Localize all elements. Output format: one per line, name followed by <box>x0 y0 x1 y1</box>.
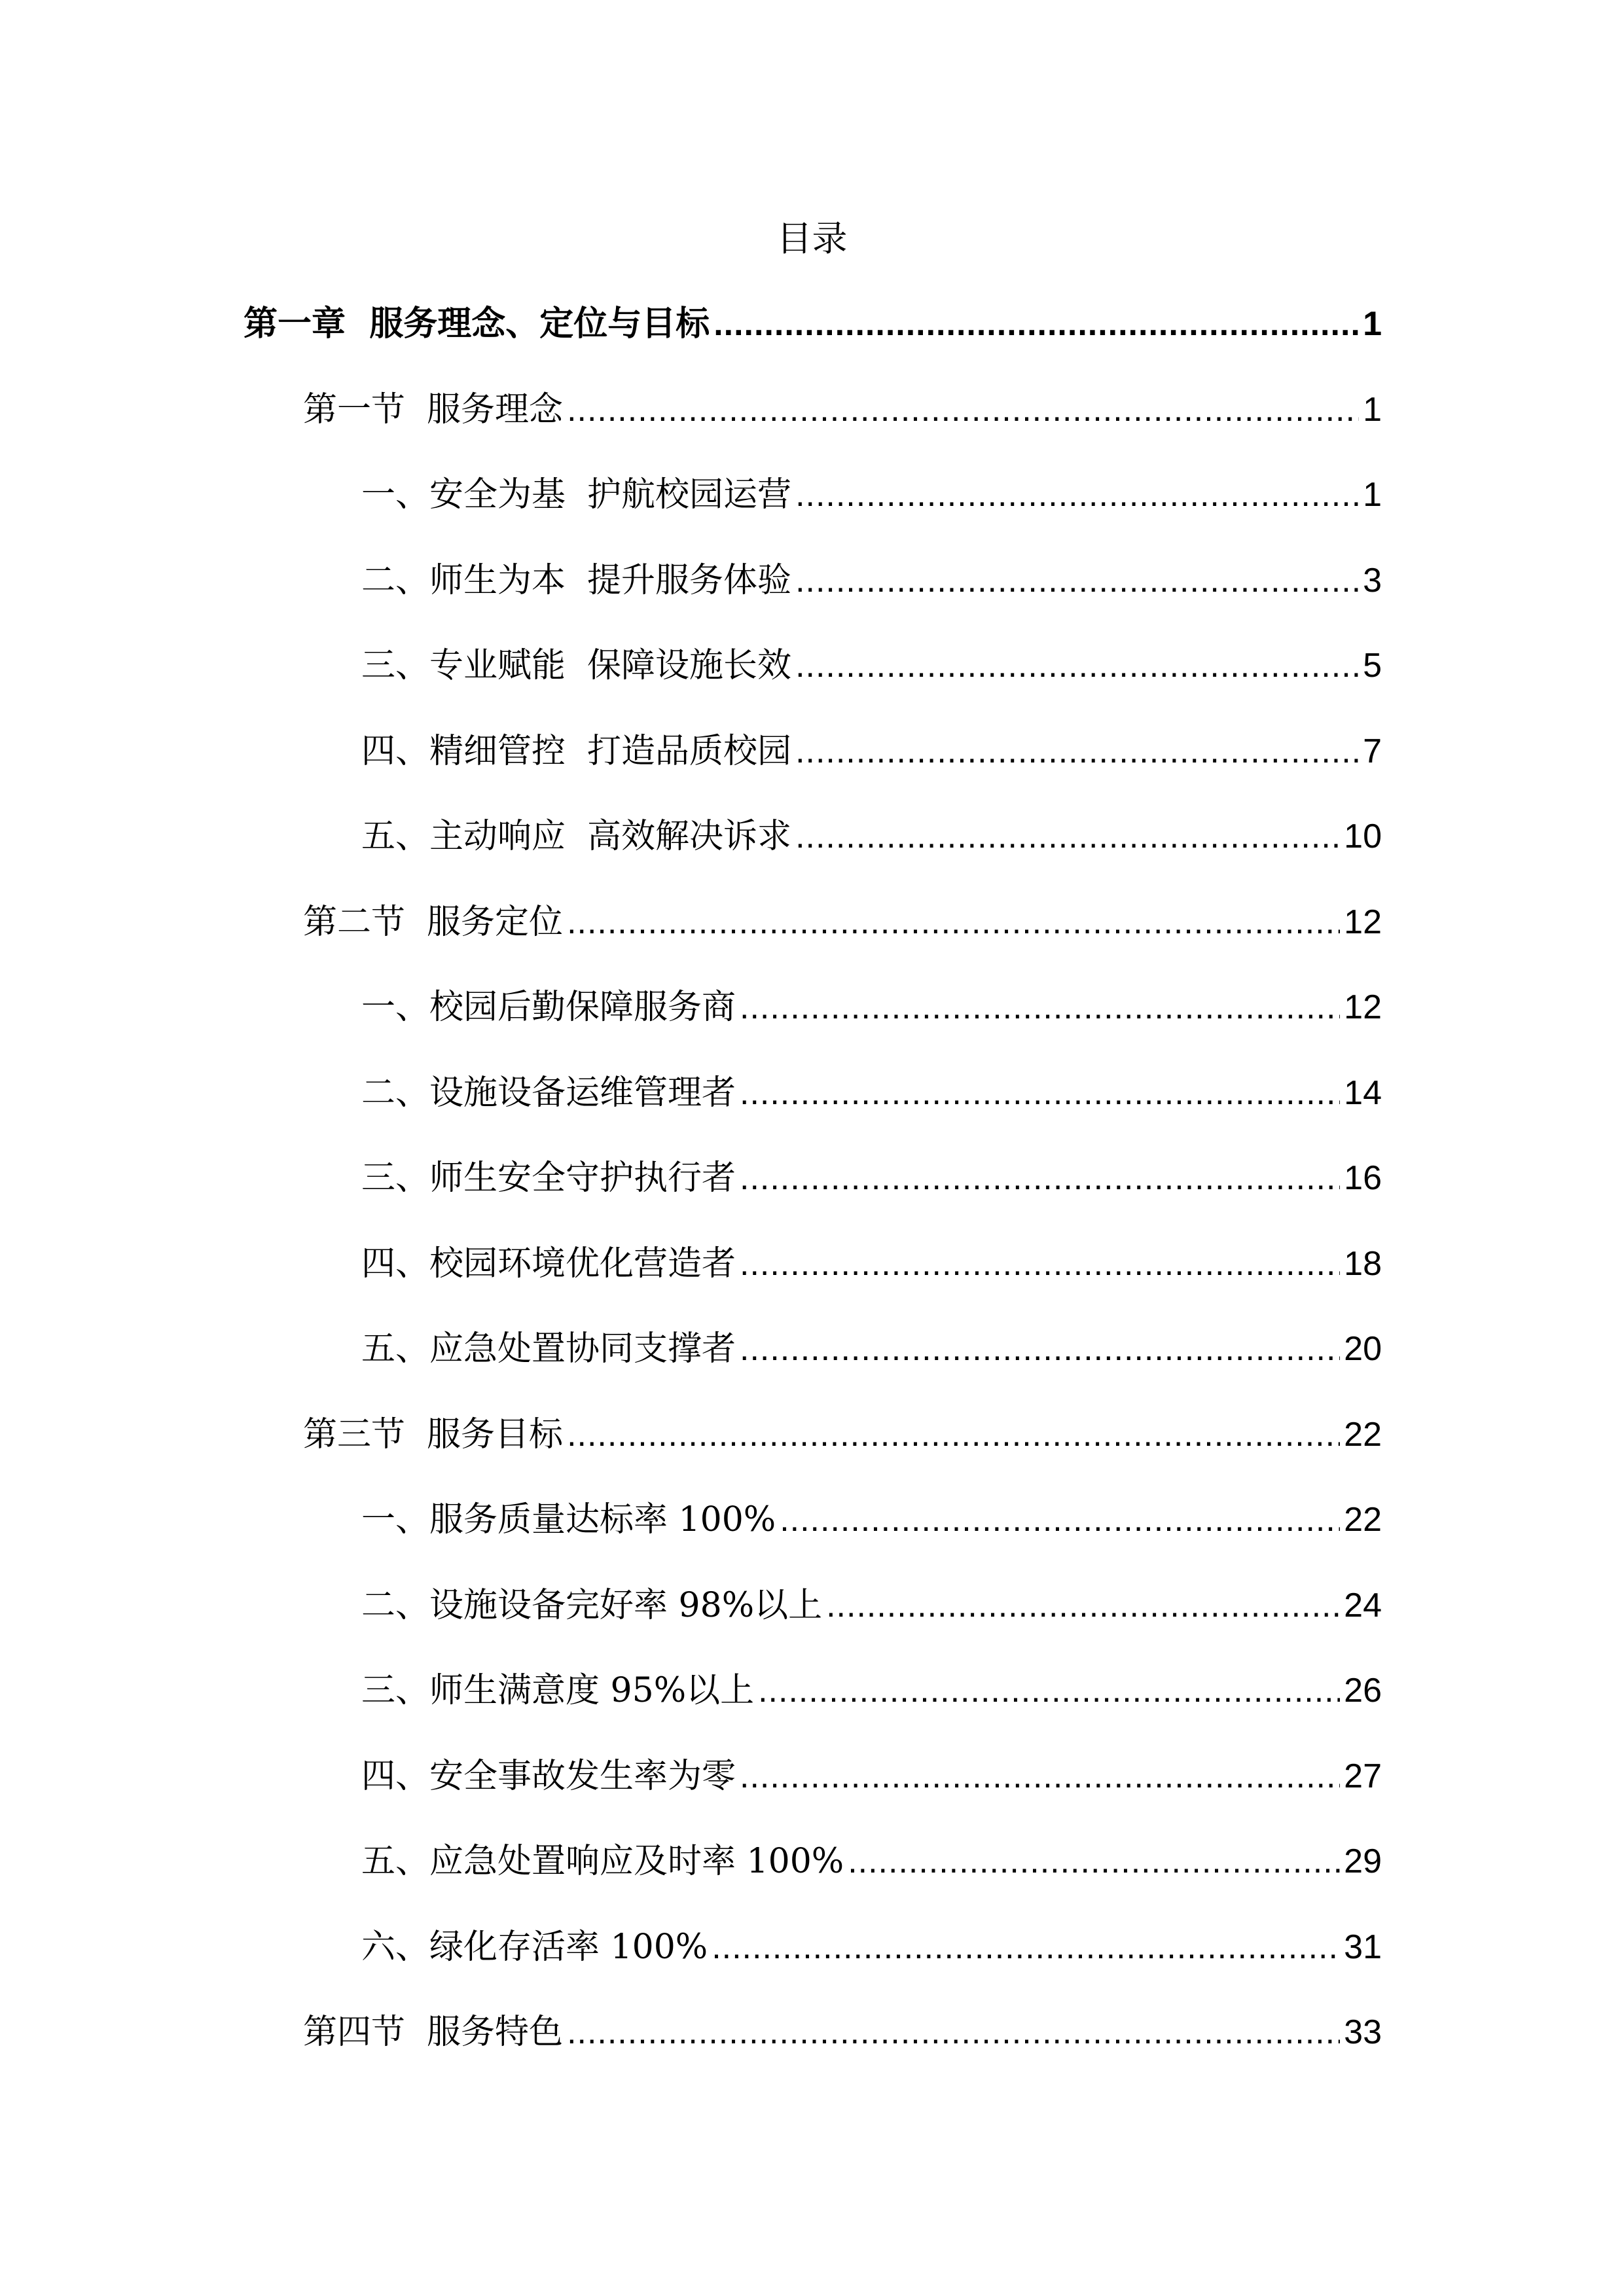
toc-dot-leader <box>758 1668 1340 1713</box>
toc-entry-title: 第二节 服务定位 <box>303 903 564 942</box>
toc-section-entry[interactable] <box>303 899 1382 945</box>
toc-subsection-entry[interactable] <box>361 1753 1382 1799</box>
toc-dot-leader <box>848 1839 1340 1884</box>
toc-entry-title: 五、主动响应 高效解决诉求 <box>361 817 792 856</box>
toc-page-number: 31 <box>1344 1928 1382 1966</box>
toc-entry-title: 五、应急处置协同支撑者 <box>361 1329 736 1369</box>
toc-page-number: 24 <box>1344 1587 1382 1624</box>
toc-chapter-entry[interactable] <box>244 301 1382 347</box>
toc-dot-leader <box>567 899 1340 945</box>
toc-entry-title: 四、校园环境优化营造者 <box>361 1244 736 1283</box>
toc-entry-title: 二、设施设备完好率 98%以上 <box>361 1586 823 1625</box>
toc-dot-leader <box>795 728 1359 774</box>
toc-dot-leader <box>567 387 1359 433</box>
toc-subsection-entry[interactable] <box>361 728 1382 774</box>
toc-dot-leader <box>740 1241 1340 1287</box>
toc-page-number: 14 <box>1344 1074 1382 1112</box>
toc-subsection-entry[interactable] <box>361 1241 1382 1287</box>
toc-entry-title: 四、精细管控 打造品质校园 <box>361 732 792 771</box>
toc-dot-leader <box>740 1155 1340 1201</box>
toc-page-number: 22 <box>1344 1416 1382 1454</box>
toc-subsection-entry[interactable] <box>361 1924 1382 1970</box>
toc-subsection-entry[interactable] <box>361 1155 1382 1201</box>
toc-page-number: 20 <box>1344 1330 1382 1368</box>
toc-entry-title: 一、校园后勤保障服务商 <box>361 988 736 1027</box>
toc-dot-leader <box>712 1924 1340 1970</box>
toc-page-number: 29 <box>1344 1842 1382 1880</box>
toc-subsection-entry[interactable] <box>361 814 1382 859</box>
toc-dot-leader <box>740 1070 1340 1116</box>
toc-entry-title: 五、应急处置响应及时率 100% <box>361 1842 844 1881</box>
toc-entry-title: 三、师生安全守护执行者 <box>361 1158 736 1198</box>
toc-entry-title: 六、绿化存活率 100% <box>361 1928 708 1967</box>
toc-entry-title: 第一节 服务理念 <box>303 390 564 429</box>
toc-dot-leader <box>740 1326 1340 1372</box>
toc-dot-leader <box>826 1583 1340 1628</box>
toc-entry-title: 第三节 服务目标 <box>303 1415 564 1454</box>
toc-page-number: 26 <box>1344 1672 1382 1710</box>
toc-subsection-entry[interactable] <box>361 1668 1382 1713</box>
toc-subsection-entry[interactable] <box>361 1583 1382 1628</box>
toc-subsection-entry[interactable] <box>361 558 1382 603</box>
toc-subsection-entry[interactable] <box>361 1070 1382 1116</box>
toc-dot-leader <box>740 1753 1340 1799</box>
toc-dot-leader <box>795 643 1359 689</box>
toc-dot-leader <box>567 2009 1340 2055</box>
toc-section-entry[interactable] <box>303 2009 1382 2055</box>
toc-dot-leader <box>740 984 1340 1030</box>
toc-subsection-entry[interactable] <box>361 1326 1382 1372</box>
toc-dot-leader <box>795 814 1340 859</box>
toc-page-number: 22 <box>1344 1501 1382 1539</box>
toc-entry-title: 二、设施设备运维管理者 <box>361 1073 736 1113</box>
toc-page-number: 1 <box>1363 476 1382 514</box>
toc-page-number: 3 <box>1363 562 1382 600</box>
toc-entry-title: 第一章 服务理念、定位与目标 <box>244 304 710 344</box>
toc-page-number: 12 <box>1344 988 1382 1026</box>
toc-subsection-entry[interactable] <box>361 472 1382 518</box>
toc-entry-title: 一、服务质量达标率 100% <box>361 1500 776 1539</box>
toc-page-number: 12 <box>1344 903 1382 941</box>
toc-section-entry[interactable] <box>303 387 1382 433</box>
toc-entry-title: 第四节 服务特色 <box>303 2013 564 2052</box>
toc-subsection-entry[interactable] <box>361 643 1382 689</box>
toc-page-number: 33 <box>1344 2013 1382 2051</box>
toc-page-number: 10 <box>1344 817 1382 855</box>
toc-dot-leader <box>713 301 1359 347</box>
toc-entry-title: 三、专业赋能 保障设施长效 <box>361 646 792 685</box>
page-title: 目录 <box>776 218 848 259</box>
toc-entry-title: 三、师生满意度 95%以上 <box>361 1671 755 1710</box>
toc-dot-leader <box>780 1497 1340 1543</box>
toc-entry-title: 四、安全事故发生率为零 <box>361 1757 736 1796</box>
toc-page-number: 7 <box>1363 732 1382 770</box>
toc-entry-title: 二、师生为本 提升服务体验 <box>361 561 792 600</box>
toc-page-number: 5 <box>1363 647 1382 685</box>
toc-page-number: 1 <box>1363 391 1382 429</box>
toc-page-number: 1 <box>1363 305 1382 343</box>
toc-subsection-entry[interactable] <box>361 1839 1382 1884</box>
toc-page-number: 18 <box>1344 1245 1382 1283</box>
toc-subsection-entry[interactable] <box>361 984 1382 1030</box>
toc-dot-leader <box>567 1412 1340 1458</box>
toc-page-number: 27 <box>1344 1757 1382 1795</box>
toc-dot-leader <box>795 558 1359 603</box>
toc-subsection-entry[interactable] <box>361 1497 1382 1543</box>
toc-page-number: 16 <box>1344 1159 1382 1197</box>
toc-section-entry[interactable] <box>303 1412 1382 1458</box>
toc-dot-leader <box>795 472 1359 518</box>
toc-entry-title: 一、安全为基 护航校园运营 <box>361 475 792 514</box>
